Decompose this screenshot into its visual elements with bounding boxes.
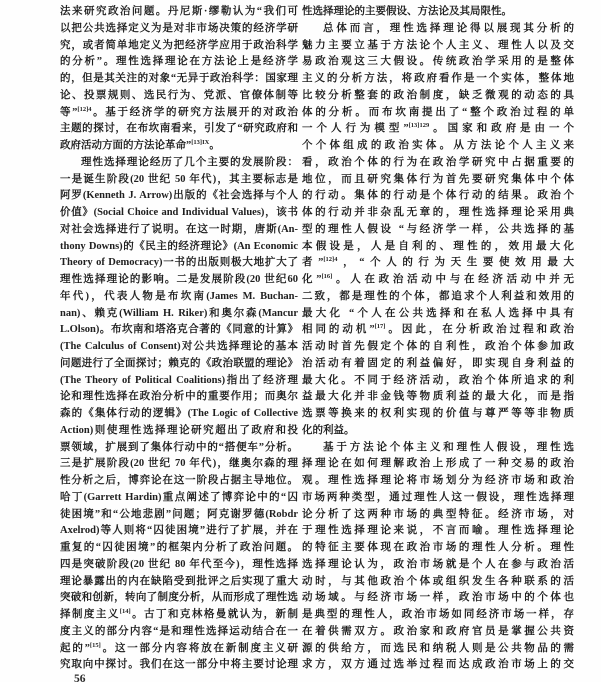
- text-line: 化的利益。: [302, 424, 355, 436]
- text-line: 一是诞生阶段(20 世纪 50 年代)，其主要标志是: [60, 173, 298, 185]
- text-line: 问题进行了全面探讨；赖克的《政治联盟的理论》: [60, 357, 298, 369]
- text-line: 起的”[15]。这一部分内容将放在新制度主义研: [60, 641, 298, 654]
- text-line: 论分析了这两种市场的典型特征。经济市场，对: [302, 508, 574, 520]
- text-line: L.Olson)。布坎南和塔洛克合著的《同意的计算》: [60, 324, 298, 336]
- text-line: 价值》(Social Choice and Individual Values)，该书: [60, 207, 298, 218]
- text-line: 理论暴露出的内在缺陷受到批评之后实现了重大: [60, 575, 298, 587]
- text-line: 是典型的理性人，政治市场如同经济市场一样，存: [302, 609, 574, 620]
- text-line: 的特征主要体现在政治市场的理性人分析。理性: [302, 542, 574, 553]
- text-line: 主题的探讨，在布坎南看来，引发了“研究政府和: [60, 123, 298, 135]
- text-line: 一个人行为模型”$^{[13]129}$。国家和政府是由一个: [302, 122, 574, 135]
- text-line: 选择理论认为，政治市场就是个人在参与政治活: [302, 558, 574, 570]
- text-line: 理性选择理论的影响。二是发展阶段(20 世纪60: [60, 274, 298, 285]
- text-line: 主义的分析方法，将政府看作是一个实体，整体地: [302, 73, 574, 84]
- text-line: 魅力主要立基于方法论个人主义、理性人以及交: [302, 39, 574, 51]
- text-line: 性选择理论的主要假设、方法论及其局限性。: [302, 6, 512, 17]
- text-line: Action)则使理性选择理论研究超出了政府和投: [60, 424, 298, 436]
- text-line: 地位，而且研究集体行为首先要研究集体中个体: [302, 173, 574, 185]
- citation-superscript: [16]: [321, 273, 333, 280]
- text-line: 在着供需双方。政治家和政府官员是掌握公共资: [302, 625, 574, 637]
- text-line: 论、投票规则、选民行为、党派、官僚体制等: [60, 89, 298, 101]
- text-column-right: [302, 4, 574, 674]
- text-line: 的，但是其关注的对象“无异于政治科学：国家理: [60, 73, 298, 84]
- text-line: 的行动。集体的行动是个体行动的结果。政治个: [302, 190, 574, 202]
- text-line: 化”[16]。人在政治活动中与在经济活动中并无: [302, 273, 574, 285]
- text-line: 政府活动方面的方法论革命”$^{[13]IX}$。: [60, 139, 220, 151]
- citation-superscript: [13]129: [408, 122, 430, 130]
- text-line: 最大化。不同于经济活动，政治个体所追求的利: [302, 374, 574, 386]
- text-line: 论和理性选择在政治分析中的重要作用；而奥尔: [60, 391, 298, 403]
- text-line: 度主义的部分内容“是和理性选择运动结合在一: [60, 625, 298, 637]
- text-line: 观。理性选择理论将市场划分为经济市场和政治: [302, 475, 574, 486]
- text-line: 最大化 “个人在公共选择和在私人选择中具有: [302, 307, 574, 319]
- text-line: 治活动有着固定的利益偏好，即实现自身利益的: [302, 357, 574, 369]
- text-line: 体的行动并非杂乱无章的，理性选择理论采用典: [302, 207, 574, 218]
- text-line: 源的供给方，而选民和纳税人则是公共物品的需: [302, 642, 574, 654]
- text-line: 的分析”。理性选择理论在方法论上是经济学: [60, 56, 298, 68]
- text-line: 于理性选择理论来说，不言而喻。理性选择理论: [302, 525, 574, 537]
- text-line: 三是扩展阶段(20 世纪 70 年代)，继奥尔森的理: [60, 458, 298, 470]
- text-line: nan)、赖克(William H. Riker)和奥尔森(Mancur: [60, 307, 298, 319]
- text-line: 以把公共选择定义为是对非市场决策的经济学研: [60, 22, 298, 34]
- text-line: 重复的“囚徒困境”的框架内分析了政治问题。: [60, 542, 298, 553]
- citation-superscript: [12]4: [323, 256, 338, 264]
- page-number: 56: [74, 673, 86, 682]
- text-line: Axelrod)等人则将“囚徒困境”进行了扩展，并在: [60, 525, 298, 537]
- text-line: 突破和创新，转向了制度分析，从而形成了理性选: [60, 592, 298, 604]
- text-line: (The Calculus of Consent)对公共选择理论的基本: [60, 341, 298, 352]
- text-line: Theory of Democracy)一书的出版则极大地扩大了: [60, 257, 298, 269]
- citation-superscript: [14]: [119, 608, 131, 615]
- text-line: 哈丁(Garrett Hardin)重点阐述了博弈论中的“囚: [60, 491, 298, 503]
- text-line: (The Theory of Political Coalitions)指出了经济理: [60, 374, 298, 386]
- text-line: 究，或者简单地定义为把经济学应用于政治科学: [60, 39, 298, 51]
- text-line: 二致，都是理性的个体，都追求个人利益和效用的: [302, 290, 574, 302]
- text-line: 体的分析。而布坎南提出了“整个政治过程的单: [302, 106, 574, 118]
- text-line: 性分析之后，博弈论在这一阶段占据主导地位。: [60, 475, 298, 486]
- text-line: 动场域。与经济市场一样，政治市场中的个体也: [302, 592, 574, 604]
- text-line: 相同的动机”[17]。因此，在分析政治过程和政治: [302, 323, 574, 336]
- text-line: thony Downs)的《民主的经济理论》(An Economic: [60, 240, 298, 252]
- text-line: 市场两种类型，通过理性人这一假设，理性选择理: [302, 491, 574, 503]
- text-line: 易政治观这三大假设。传统政治学采用的是整体: [302, 56, 574, 68]
- citation-superscript: [12]4: [77, 105, 92, 113]
- text-line: 法来研究政治问题。丹尼斯·缪勒认为“我们可: [60, 6, 298, 17]
- text-column-left: [60, 4, 298, 674]
- text-line: 票领域，扩展到了集体行动中的“搭便车”分析。: [60, 441, 298, 453]
- text-line: 择理论在如何理解政治上形成了一种交易的政治: [302, 458, 574, 470]
- citation-superscript: [13]IX: [191, 139, 210, 146]
- text-line: 徒困境”和“公地悲剧”问题；阿克谢罗德(Robdr: [60, 508, 298, 520]
- text-line: 型的理性人假设 “与经济学一样，公共选择的基: [302, 223, 574, 235]
- text-line: 选票等换来的权利实现的价值与尊严等等非物质: [302, 408, 574, 419]
- text-line: 看，政治个体的行为在政治学研究中占据重要的: [302, 156, 574, 168]
- text-line: 益最大化并非金钱等物质利益的最大化，而是指: [302, 391, 574, 403]
- citation-superscript: [17]: [374, 323, 386, 331]
- text-line: 年代)，代表人物是布坎南(James M. Buchan-: [60, 290, 298, 302]
- text-line: 对社会选择进行了说明。在这一时期，唐斯(An-: [60, 223, 298, 235]
- text-line: 择制度主义[14]。古丁和克林格曼就认为，新制: [60, 608, 298, 620]
- text-line: 总体而言，理性选择理论得以展现其分析的: [323, 22, 574, 34]
- text-line: 四是突破阶段(20 世纪 80 年代至今)，理性选择: [60, 558, 298, 570]
- text-line: 动时，与其他政治个体或组织发生各种联系的活: [302, 575, 574, 587]
- text-line: 等”$^{[12]4}$。基于经济学的研究方法展开的对政治: [60, 105, 298, 118]
- text-line: 森的《集体行动的逻辑》(The Logic of Collective: [60, 408, 298, 419]
- text-line: 究取向中探讨。我们在这一部分中将主要讨论理: [60, 659, 298, 671]
- text-line: 活动时首先假定个体的自利性，政治个体参加政: [302, 341, 574, 352]
- text-line: 比较分析整套的政治制度，缺乏微观的动态的具: [302, 89, 574, 101]
- text-line: 理性选择理论经历了几个主要的发展阶段：: [81, 156, 298, 168]
- text-line: 阿罗(Kenneth J. Arrow)出版的《社会选择与个人: [60, 190, 298, 202]
- text-line: 基于方法论个体主义和理性人假设，理性选: [323, 441, 574, 453]
- text-line: 本假设是，人是自利的、理性的，效用最大化: [302, 240, 574, 252]
- text-line: 求方，双方通过选举过程而达成政治市场上的交: [302, 659, 574, 671]
- citation-superscript: [15]: [89, 641, 101, 649]
- text-line: 个个体组成的政治实体。从方法论个人主义来: [302, 140, 574, 151]
- text-line: 者”$^{[12]4}$，“个人的行为天生要使效用最大: [302, 256, 574, 269]
